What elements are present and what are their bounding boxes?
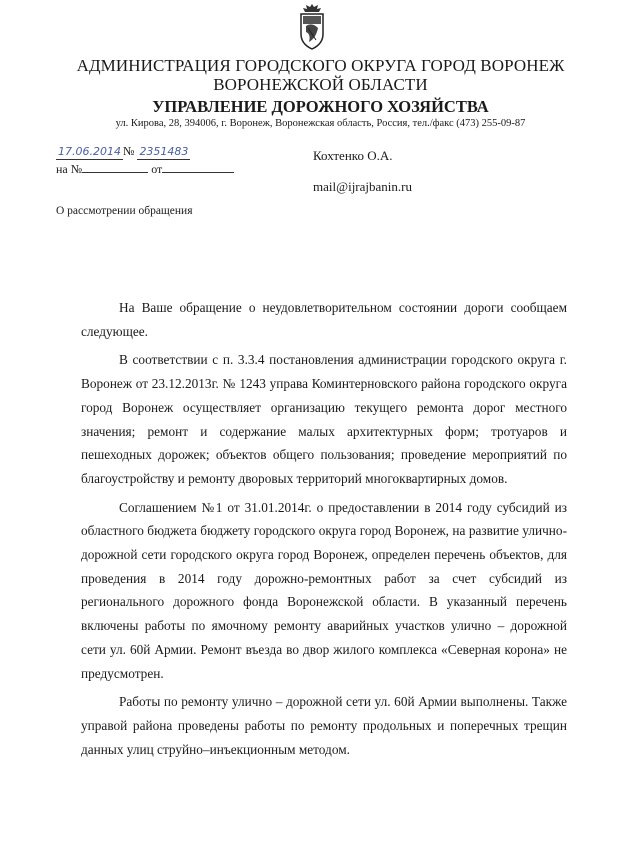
outgoing-registration	[56, 144, 190, 160]
number-label: №	[122, 144, 135, 158]
reply-number-blank	[82, 160, 148, 173]
coat-of-arms-icon	[299, 4, 325, 50]
paragraph-3: Соглашением №1 от 31.01.2014г. о предоставлении в 2014 году субсидий из областного бюджета бюджету городского округа город Воронеж, на развитие улично-дорожной сети городского округа город Воронеж, определен перечень объектов, для проведения в 2014 году дорожно-ремонтных работ за счет субсидий из регионального дорожного фонда Воронежской области. В указанный перечень включены работы по ямочному ремонту аварийных участков улично – дорожной сети ул. 60й Армии. Ремонт въезда во двор жилого комплекса «Северная корона» не предусмотрен.	[81, 499, 567, 681]
letter-body	[81, 296, 567, 766]
recipient-name: Кохтенко О.А.	[313, 148, 393, 163]
recipient-email: mail@ijrajbanin.ru	[313, 179, 412, 194]
letter-subject: О рассмотрении обращения	[56, 205, 193, 217]
address-line: ул. Кирова, 28, 394006, г. Воронеж, Воронежская область, Россия, тел./факс (473) 255-09-87	[115, 118, 526, 129]
org-name-line-1: АДМИНИСТРАЦИЯ ГОРОДСКОГО ОКРУГА ГОРОД ВОРОНЕЖ	[76, 56, 565, 75]
paragraph-4: Работы по ремонту улично – дорожной сети ул. 60й Армии выполнены. Также управой района проведены работы по ремонту продольных и поперечных трещин данных улиц струйно–инъекционным методом.	[81, 694, 567, 757]
reply-date-blank	[162, 160, 234, 173]
department-name: УПРАВЛЕНИЕ ДОРОЖНОГО ХОЗЯЙСТВА	[152, 97, 489, 116]
registration-date: 17.06.2014	[58, 145, 121, 158]
reply-ot-label: от	[151, 162, 163, 176]
paragraph-1: На Ваше обращение о неудовлетворительном состоянии дороги сообщаем следующее.	[81, 300, 567, 339]
reply-na-label: на №	[56, 162, 83, 176]
paragraph-2: В соответствии с п. 3.3.4 постановления администрации городского округа г. Воронеж от 23.12.2013г. № 1243 управа Коминтерновского района городского округа город Воронеж осуществляет организацию текущего ремонта дорог местного значения; ремонт и содержание малых архитектурных форм; тротуаров и пешеходных дорожек; объектов общего пользования; проведение мероприятий по благоустройству и ремонту дворовых территорий многоквартирных домов.	[81, 352, 567, 486]
reply-reference	[56, 160, 234, 177]
org-name-line-2: ВОРОНЕЖСКОЙ ОБЛАСТИ	[213, 75, 428, 94]
registration-number: 2351483	[139, 145, 189, 158]
